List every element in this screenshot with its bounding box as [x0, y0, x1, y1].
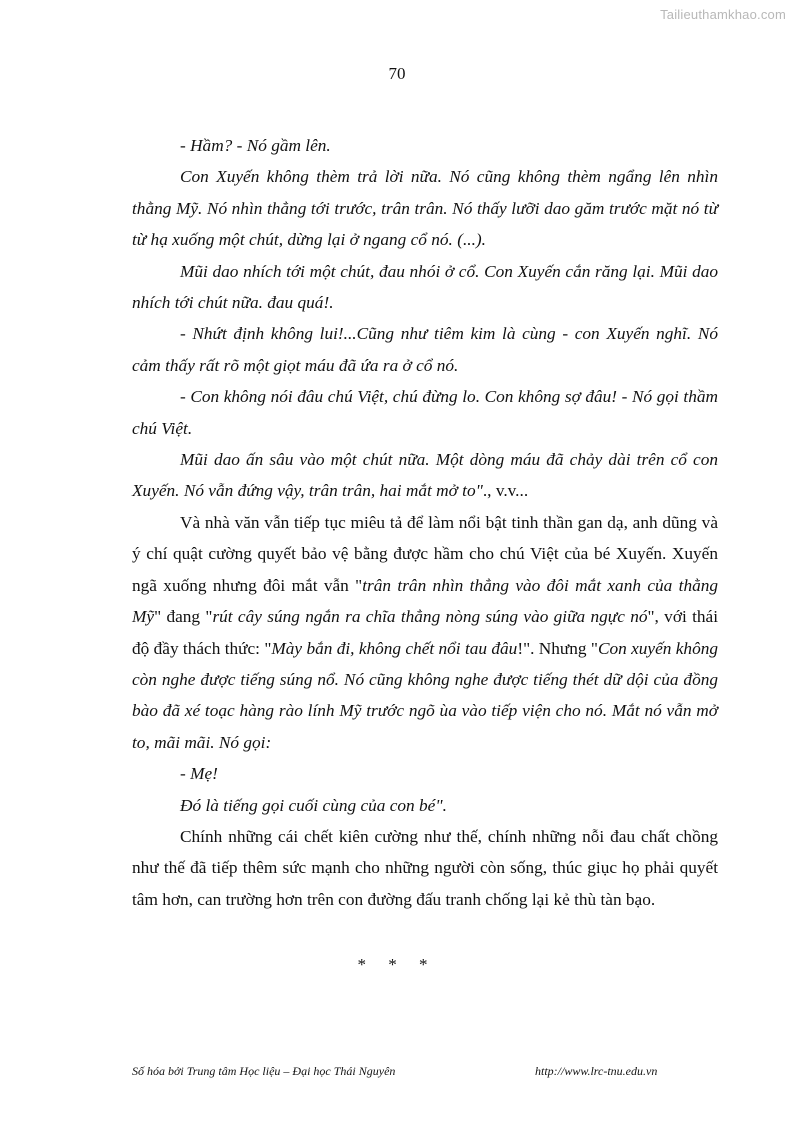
- text: Và nhà văn vẫn tiếp tục miêu tả để làm nổi bật tinh thần gan dạ, anh dũng và ý chí quật cường quyết bảo vệ bằng được hầm cho chú Việt của bé Xuyến. Xuyến ngã xuống nhưng đôi mắt vẫn ": [132, 512, 718, 595]
- section-separator: * * *: [357, 955, 437, 974]
- page-number: 70: [388, 64, 406, 83]
- footer-credit: Số hóa bởi Trung tâm Học liệu – Đại học Thái Nguyên: [132, 1064, 396, 1078]
- text: ", với thái độ đầy thách thức: ": [132, 607, 718, 658]
- text: " đang ": [154, 607, 213, 627]
- italic-text: Mũi dao nhích tới một chút, đau nhói ở cổ. Con Xuyến cắn răng lại. Mũi dao nhích tới chút nữa. đau quá!.: [132, 261, 718, 313]
- paragraph: [132, 130, 718, 161]
- italic-text: Con xuyến không còn nghe được tiếng súng nổ. Nó cũng không nghe được tiếng thét dữ dội của đồng bào đã xé toạc hàng rào lính Mỹ trước ngõ ùa vào tiếp viện cho nó. Mắt nó vẫn mở to, mãi mãi. Nó gọi:: [132, 638, 718, 752]
- italic-text: Đó là tiếng gọi cuối cùng của con bé".: [180, 795, 447, 815]
- italic-text: trân trân nhìn thẳng vào đôi mắt xanh của thằng Mỹ: [132, 575, 719, 627]
- paragraph: [132, 381, 718, 444]
- italic-text: Mày bắn đi, không chết nổi tau đâu: [271, 638, 518, 658]
- paragraph: [132, 790, 718, 821]
- text: Chính những cái chết kiên cường như thế, chính những nỗi đau chất chồng như thế đã tiếp thêm sức mạnh cho những người còn sống, thúc giục họ phải quyết tâm hơn, can trường hơn trên con đường đấu tranh chống lại kẻ thù tàn bạo.: [132, 826, 718, 909]
- watermark: Tailieuthamkhao.com: [660, 7, 786, 22]
- paragraph: [132, 256, 718, 319]
- paragraph: [132, 758, 718, 789]
- paragraph: [132, 821, 718, 915]
- body-text: [132, 130, 718, 915]
- italic-text: Con Xuyến không thèm trả lời nữa. Nó cũng không thèm ngẩng lên nhìn thằng Mỹ. Nó nhìn thẳng tới trước, trân trân. Nó thấy lưỡi dao găm trước mặt nó từ từ hạ xuống một chút, dừng lại ở ngang cổ nó. (...).: [132, 167, 718, 250]
- text: ., v.v...: [482, 481, 529, 501]
- italic-text: rút cây súng ngắn ra chĩa thẳng nòng súng vào giữa ngực nó: [212, 607, 648, 627]
- paragraph: [132, 161, 718, 255]
- italic-text: - Nhứt định không lui!...Cũng như tiêm kim là cùng - con Xuyến nghĩ. Nó cảm thấy rất rõ một giọt máu đã ứa ra ở cổ nó.: [132, 324, 718, 375]
- italic-text: - Hầm? - Nó gầm lên.: [180, 136, 331, 155]
- italic-text: Mũi dao ấn sâu vào một chút nữa. Một dòng máu đã chảy dài trên cổ con Xuyến. Nó vẫn đứng vậy, trân trân, hai mắt mở to": [132, 450, 718, 501]
- paragraph: [132, 507, 718, 758]
- footer-url[interactable]: http://www.lrc-tnu.edu.vn: [535, 1064, 658, 1078]
- text: !". Nhưng ": [517, 638, 598, 658]
- italic-text: - Mẹ!: [180, 764, 218, 784]
- paragraph: [132, 444, 718, 507]
- italic-text: - Con không nói đâu chú Việt, chú đừng lo. Con không sợ đâu! - Nó gọi thầm chú Việt.: [132, 387, 718, 438]
- paragraph: [132, 318, 718, 381]
